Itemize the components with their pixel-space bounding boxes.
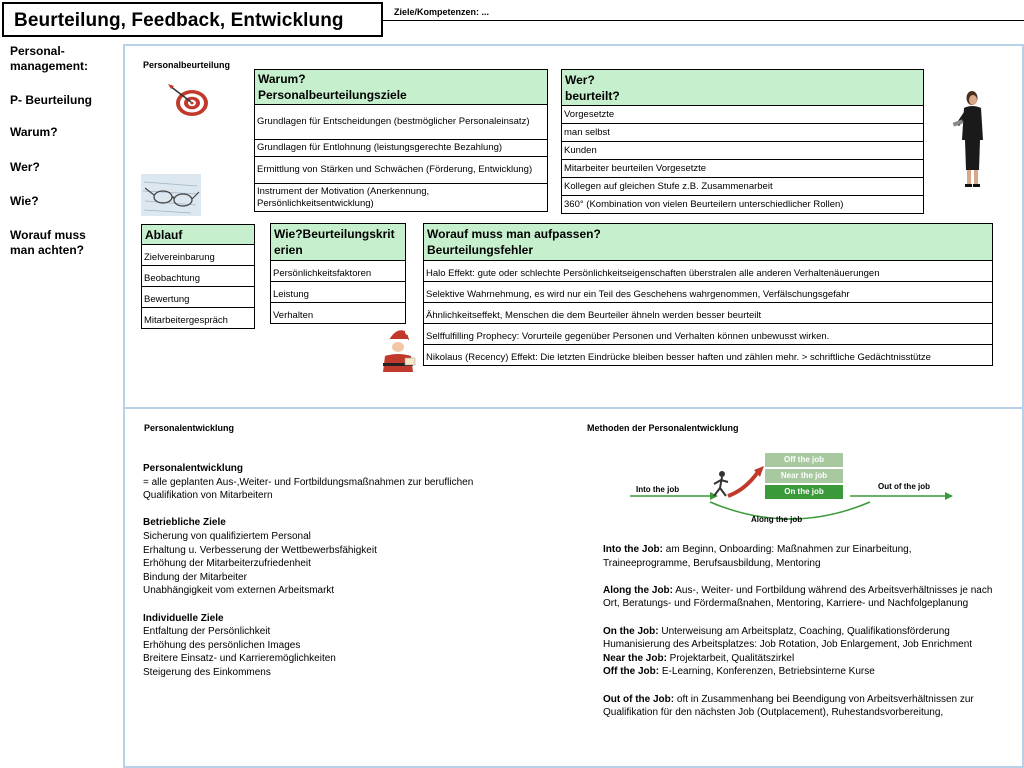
betriebliche-ziele-title: Betriebliche Ziele [143,517,226,529]
off-the-job-box: Off the job [765,453,843,467]
kriterien-table [270,223,406,324]
ablauf-row: Zielvereinbarung [142,245,255,266]
along-text: Aus-, Weiter- und Fortbildung während des Arbeitsverhältnisses je nach Ort, Beratungs- und Fördermaßnahen, Mentoring, Karriere- und Nachfolgeplanung [603,584,993,610]
businesswoman-icon [950,90,994,190]
wer-row: Vorgesetzte [562,106,924,124]
fehler-header: Worauf muss man aufpassen? Beurteilungsfehler [424,224,993,261]
near-the-job-box: Near the job [765,469,843,483]
along-the-job-label: Along the job [751,515,803,524]
wer-row: Kunden [562,142,924,160]
warum-row: Grundlagen für Entscheidungen (bestmöglicher Personaleinsatz) [255,105,548,140]
glasses-icon [141,174,201,216]
ablauf-header: Ablauf [142,225,255,245]
out-of-the-job-label: Out of the job [878,482,930,491]
beurteilung-section-title: Personalbeurteilung [143,60,231,70]
betriebliche-ziele-text: Sicherung von qualifiziertem Personal Erhaltung u. Verbesserung der Wettbewerbsfähigkeit Erhöhung der Mitarbeiterzufriedenheit Bindung der Mitarbeiter Unabhängigkeit vom externen Arbeitsmarkt [143,530,377,597]
into-text: am Beginn, Onboarding: Maßnahmen zur Einarbeitung, Traineeprogramme, Berufsausbildung, Mentoring [603,544,912,569]
individuelle-ziele-title: Individuelle Ziele [143,612,224,624]
wer-row: man selbst [562,124,924,142]
wer-header: Wer? beurteilt? [562,70,924,106]
kriterien-row: Leistung [271,282,406,303]
page-title: Beurteilung, Feedback, Entwicklung [14,10,344,31]
warum-table [254,69,548,212]
off-label: Off the Job: [603,666,660,678]
nav-p-beurteilung: P- Beurteilung [10,93,93,107]
wer-table [561,69,924,214]
ablauf-table [141,224,255,329]
off-text: E-Learning, Konferenzen, Betriebsinterne Kurse [659,666,875,678]
entwicklung-text [143,462,543,680]
fehler-row: Selffulfilling Prophecy: Vorurteile gegenüber Personen und Verhalten können unbewusst wirken. [424,324,993,345]
ablauf-row: Beobachtung [142,266,255,287]
wer-row: 360° (Kombination von vielen Beurteilern unterschiedlicher Rollen) [562,196,924,214]
kriterien-row: Persönlichkeitsfaktoren [271,261,406,282]
fehler-row: Halo Effekt: gute oder schlechte Persönlichkeitseigenschaften überstralen alle anderen Verhaltenäuerungen [424,261,993,282]
ablauf-row: Mitarbeitergespräch [142,308,255,329]
methoden-text [603,543,1013,720]
goals-label: Ziele/Kompetenzen: ... [394,7,490,17]
warum-row: Grundlagen für Entlohnung (leistungsgerechte Bezahlung) [255,140,548,157]
goals-line [383,2,1024,21]
on-text: Unterweisung am Arbeitsplatz, Coaching, Qualifikationsförderung Humanisierung des Arbeitsplatzes: Job Rotation, Job Enlargement, Job Enrichment [603,625,973,651]
methoden-diagram [610,450,970,530]
out-text: oft in Zusammenhang bei Beendigung von Arbeitsverhältnissen zur Qualifikation für den nächsten Job (Outplacement), Ruhestandsvorbereitung, [603,693,974,719]
ablauf-row: Bewertung [142,287,255,308]
nav-warum: Warum? [10,125,58,139]
fehler-row: Nikolaus (Recency) Effekt: Die letzten Eindrücke bleiben besser haften und zählen mehr. > schriftliche Gedächtnisstütze [424,345,993,366]
entwicklung-def-text: = alle geplanten Aus-,Weiter- und Fortbildungsmaßnahmen zur beruflichen Qualifikation von Mitarbeitern [143,476,474,502]
individuelle-ziele-text: Entfaltung der Persönlichkeit Erhöhung des persönlichen Images Breitere Einsatz- und Karrieremöglichkeiten Steigerung des Einkommens [143,626,336,678]
into-label: Into the Job: [603,544,663,555]
nav-worauf: Worauf muss man achten? [10,228,86,257]
fehler-table [423,223,993,366]
on-the-job-box: On the job [765,485,843,499]
warum-row: Ermittlung von Stärken und Schwächen (Förderung, Entwicklung) [255,157,548,184]
fehler-row: Selektive Wahrnehmung, es wird nur ein Teil des Geschehens wahrgenommen, Verfälschungsgefahr [424,282,993,303]
warum-header: Warum? Personalbeurteilungsziele [255,70,548,105]
into-the-job-label: Into the job [636,485,680,494]
entwicklung-section-title: Personalentwicklung [144,423,235,433]
kriterien-header: Wie?Beurteilungskrit erien [271,224,406,261]
out-label: Out of the Job: [603,693,675,705]
fehler-row: Ähnlichkeitseffekt, Menschen die dem Beurteiler ähneln werden besser beurteilt [424,303,993,324]
near-text: Projektarbeit, Qualitätszirkel [666,652,795,664]
nav-wer: Wer? [10,160,40,174]
nav-wie: Wie? [10,194,39,208]
entwicklung-def-title: Personalentwicklung [143,463,244,474]
methoden-section-title: Methoden der Personalentwicklung [587,423,739,433]
nav-personalmanagement: Personal- management: [10,44,89,73]
kriterien-row: Verhalten [271,303,406,324]
title-box [2,2,383,37]
along-label: Along the Job: [603,584,673,596]
wer-row: Mitarbeiter beurteilen Vorgesetzte [562,160,924,178]
on-label: On the Job: [603,625,659,637]
wer-row: Kollegen auf gleichen Stufe z.B. Zusammenarbeit [562,178,924,196]
santa-claus-icon [377,326,417,376]
warum-row: Instrument der Motivation (Anerkennung, Persönlichkeitsentwicklung) [255,184,548,212]
target-icon [166,83,214,119]
near-label: Near the Job: [603,652,667,664]
